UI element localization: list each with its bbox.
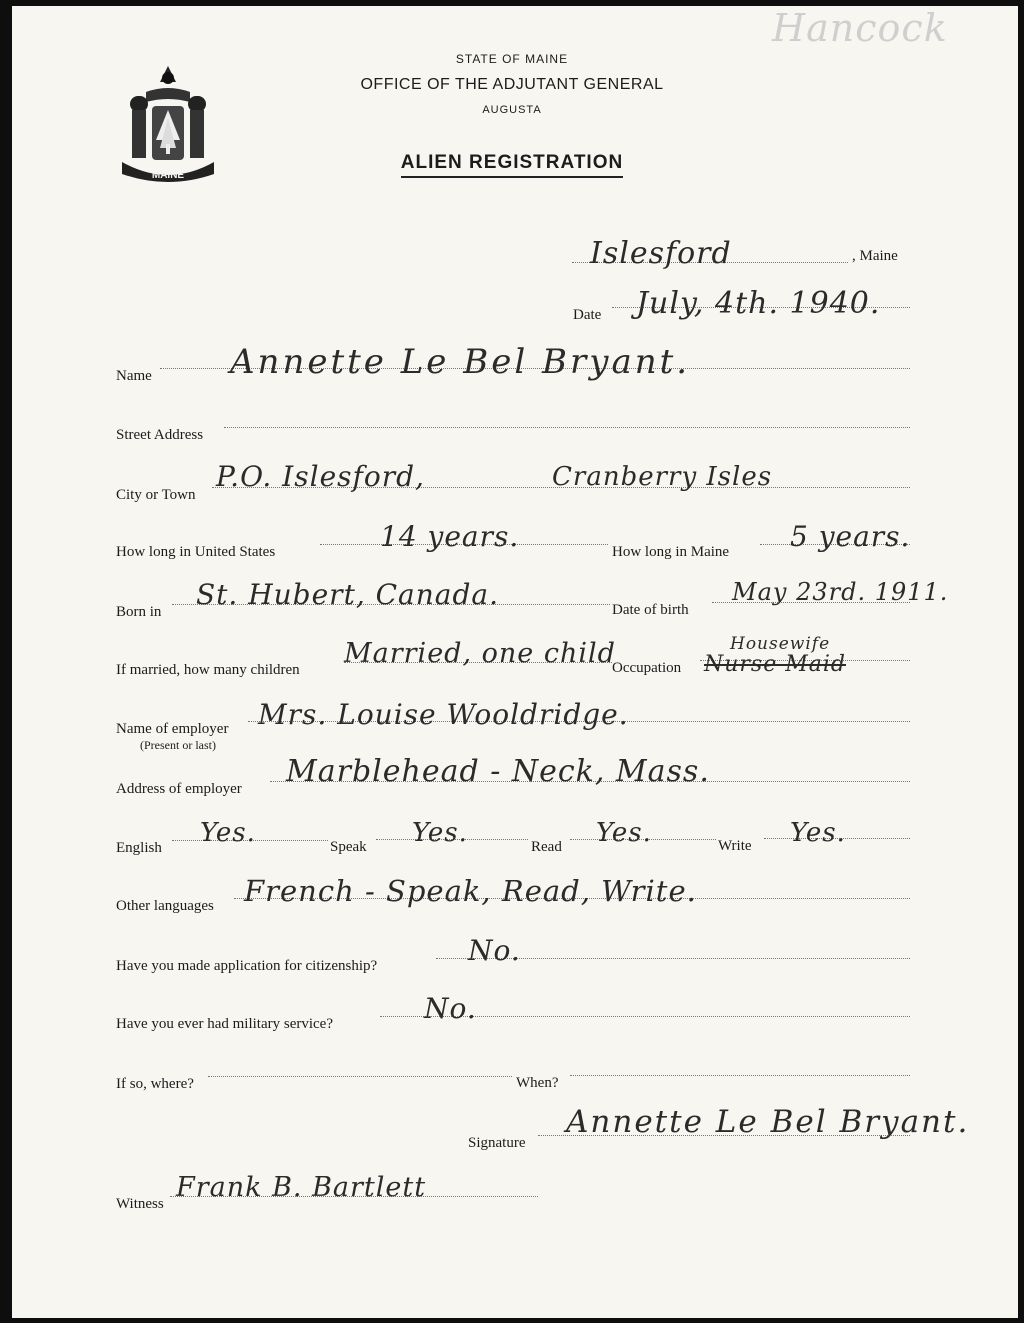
military-value: No. — [424, 992, 477, 1025]
signature-value: Annette Le Bel Bryant. — [566, 1104, 970, 1140]
born-in-label: Born in — [116, 604, 162, 620]
write-value: Yes. — [790, 818, 846, 848]
form-title — [0, 152, 1024, 174]
corner-note: Hancock — [772, 6, 948, 50]
years-us-label: How long in United States — [116, 544, 276, 560]
city-heading: AUGUSTA — [482, 104, 542, 116]
when-dotted-line — [570, 1075, 910, 1076]
form-title-text: ALIEN REGISTRATION — [401, 152, 623, 178]
occupation-label: Occupation — [612, 660, 682, 676]
speak-label: Speak — [330, 839, 367, 855]
signature-label: Signature — [468, 1135, 526, 1151]
where-dotted-line — [208, 1076, 512, 1077]
military-label: Have you ever had military service? — [116, 1016, 333, 1032]
witness-value: Frank B. Bartlett — [176, 1172, 427, 1203]
years-us-value: 14 years. — [380, 520, 520, 553]
town-label: , Maine — [852, 248, 898, 264]
married-value: Married, one child — [344, 638, 616, 669]
other-lang-label: Other languages — [116, 898, 214, 914]
date-value: July, 4th. 1940. — [636, 286, 881, 321]
years-maine-label: How long in Maine — [612, 544, 730, 560]
years-maine-value: 5 years. — [790, 520, 911, 553]
speak-value: Yes. — [412, 818, 468, 848]
married-label: If married, how many children — [116, 662, 300, 678]
name-label: Name — [116, 368, 152, 384]
english-value: Yes. — [200, 818, 256, 848]
city-town-label: City or Town — [116, 487, 196, 503]
street-dotted-line — [224, 427, 910, 428]
citizenship-label: Have you made application for citizenship? — [116, 958, 378, 974]
where-label: If so, where? — [116, 1076, 194, 1092]
employer-label: Name of employer — [116, 721, 229, 737]
employer-sublabel: (Present or last) — [140, 738, 216, 752]
born-in-value: St. Hubert, Canada. — [196, 578, 499, 611]
dob-value: May 23rd. 1911. — [732, 578, 949, 606]
witness-label: Witness — [116, 1196, 164, 1212]
dob-label: Date of birth — [612, 602, 689, 618]
citizenship-value: No. — [468, 934, 521, 967]
date-label: Date — [573, 307, 602, 323]
occupation-value: Housewife — [730, 634, 831, 654]
occupation-struck-value: Nurse Maid — [704, 652, 846, 677]
employer-addr-label: Address of employer — [116, 781, 242, 797]
write-label: Write — [718, 838, 752, 854]
office-heading: OFFICE OF THE ADJUTANT GENERAL — [360, 76, 664, 93]
other-lang-value: French - Speak, Read, Write. — [244, 874, 697, 908]
employer-value: Mrs. Louise Wooldridge. — [258, 698, 629, 731]
when-label: When? — [516, 1075, 559, 1091]
read-label: Read — [531, 839, 562, 855]
name-value: Annette Le Bel Bryant. — [230, 342, 691, 382]
read-value: Yes. — [596, 818, 652, 848]
english-label: English — [116, 840, 162, 856]
city-town-value: P.O. Islesford, — [216, 460, 425, 493]
city-town-value-2: Cranberry Isles — [552, 462, 773, 492]
seal-text: MAINE — [151, 170, 185, 181]
employer-addr-value: Marblehead - Neck, Mass. — [286, 754, 710, 789]
state-heading: STATE OF MAINE — [455, 52, 569, 66]
street-label: Street Address — [116, 427, 204, 443]
town-value: Islesford — [590, 236, 732, 271]
